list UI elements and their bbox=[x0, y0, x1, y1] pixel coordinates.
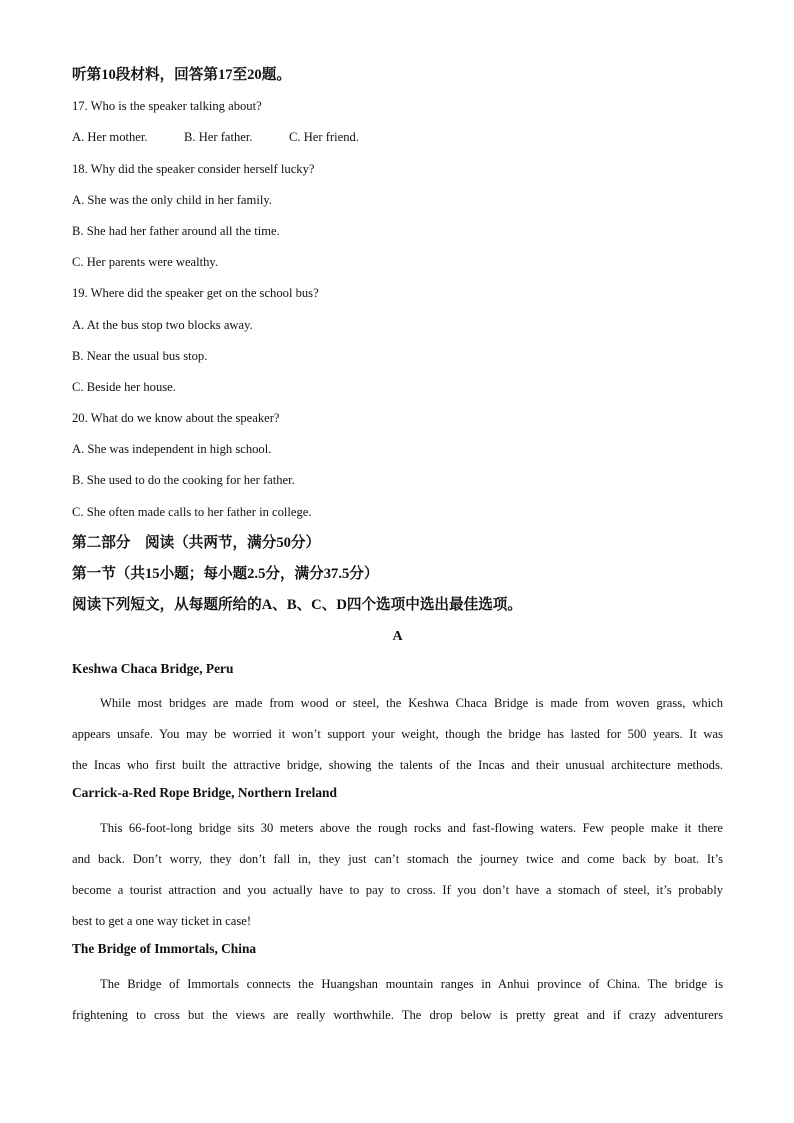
question-19-option-a: A. At the bus stop two blocks away. bbox=[72, 317, 253, 332]
paragraph-line: The Bridge of Immortals connects the Huangshan mountain ranges in Anhui province of China. The bridge is bbox=[100, 976, 723, 991]
paragraph-line: best to get a one way ticket in case! bbox=[72, 914, 252, 929]
question-20-option-a: A. She was independent in high school. bbox=[72, 442, 272, 457]
section-title-keshwa: Keshwa Chaca Bridge, Peru bbox=[72, 660, 234, 676]
question-18: 18. Why did the speaker consider herself lucky? bbox=[72, 161, 315, 176]
question-18-option-b: B. She had her father around all the time. bbox=[72, 223, 280, 238]
passage-label: A bbox=[392, 629, 403, 645]
option-b: B. Her father. bbox=[184, 130, 253, 145]
section-title-carrick: Carrick-a-Red Rope Bridge, Northern Ireland bbox=[72, 785, 337, 801]
paragraph-line: frightening to cross but the views are really worthwhile. The drop below is pretty great and if crazy adventurers bbox=[72, 1007, 723, 1022]
question-17-options bbox=[72, 126, 723, 157]
question-19: 19. Where did the speaker get on the school bus? bbox=[72, 286, 319, 301]
paragraph-line: the Incas who first built the attractive bridge, showing the talents of the Incas and their unusual architecture methods. bbox=[72, 758, 723, 773]
paragraph-line: appears unsafe. You may be worried it won’t support your weight, though the bridge has lasted for 500 years. It was bbox=[72, 726, 723, 741]
question-20-option-b: B. She used to do the cooking for her father. bbox=[72, 473, 295, 488]
paragraph-line: become a tourist attraction and you actually have to pay to cross. If you don’t have a stomach of steel, it’s probably bbox=[72, 882, 723, 897]
option-c: C. Her friend. bbox=[289, 130, 359, 145]
reading-part-heading: 第二部分 阅读（共两节，满分50分） bbox=[72, 534, 321, 551]
question-20-option-c: C. She often made calls to her father in college. bbox=[72, 504, 312, 519]
paragraph-line: and back. Don’t worry, they don’t fall in, they just can’t stomach the journey twice and come back by boat. It’s bbox=[72, 851, 723, 866]
paragraph-line: This 66-foot-long bridge sits 30 meters above the rough rocks and fast-flowing waters. Few people make it there bbox=[100, 820, 723, 835]
listening-section-heading: 听第10段材料，回答第17至20题。 bbox=[72, 67, 291, 83]
question-19-option-c: C. Beside her house. bbox=[72, 379, 176, 394]
question-17: 17. Who is the speaker talking about? bbox=[72, 99, 262, 114]
question-18-option-a: A. She was the only child in her family. bbox=[72, 192, 272, 207]
section-title-immortals: The Bridge of Immortals, China bbox=[72, 941, 257, 957]
question-18-option-c: C. Her parents were wealthy. bbox=[72, 255, 219, 270]
reading-section-heading: 第一节（共15小题；每小题2.5分，满分37.5分） bbox=[72, 566, 379, 582]
option-a: A. Her mother. bbox=[72, 130, 148, 145]
paragraph-line: While most bridges are made from wood or steel, the Keshwa Chaca Bridge is made from woven grass, which bbox=[100, 695, 723, 710]
question-19-option-b: B. Near the usual bus stop. bbox=[72, 348, 208, 363]
reading-instruction: 阅读下列短文，从每题所给的A、B、C、D四个选项中选出最佳选项。 bbox=[72, 597, 522, 614]
exam-page bbox=[72, 64, 723, 1031]
question-20: 20. What do we know about the speaker? bbox=[72, 411, 280, 426]
